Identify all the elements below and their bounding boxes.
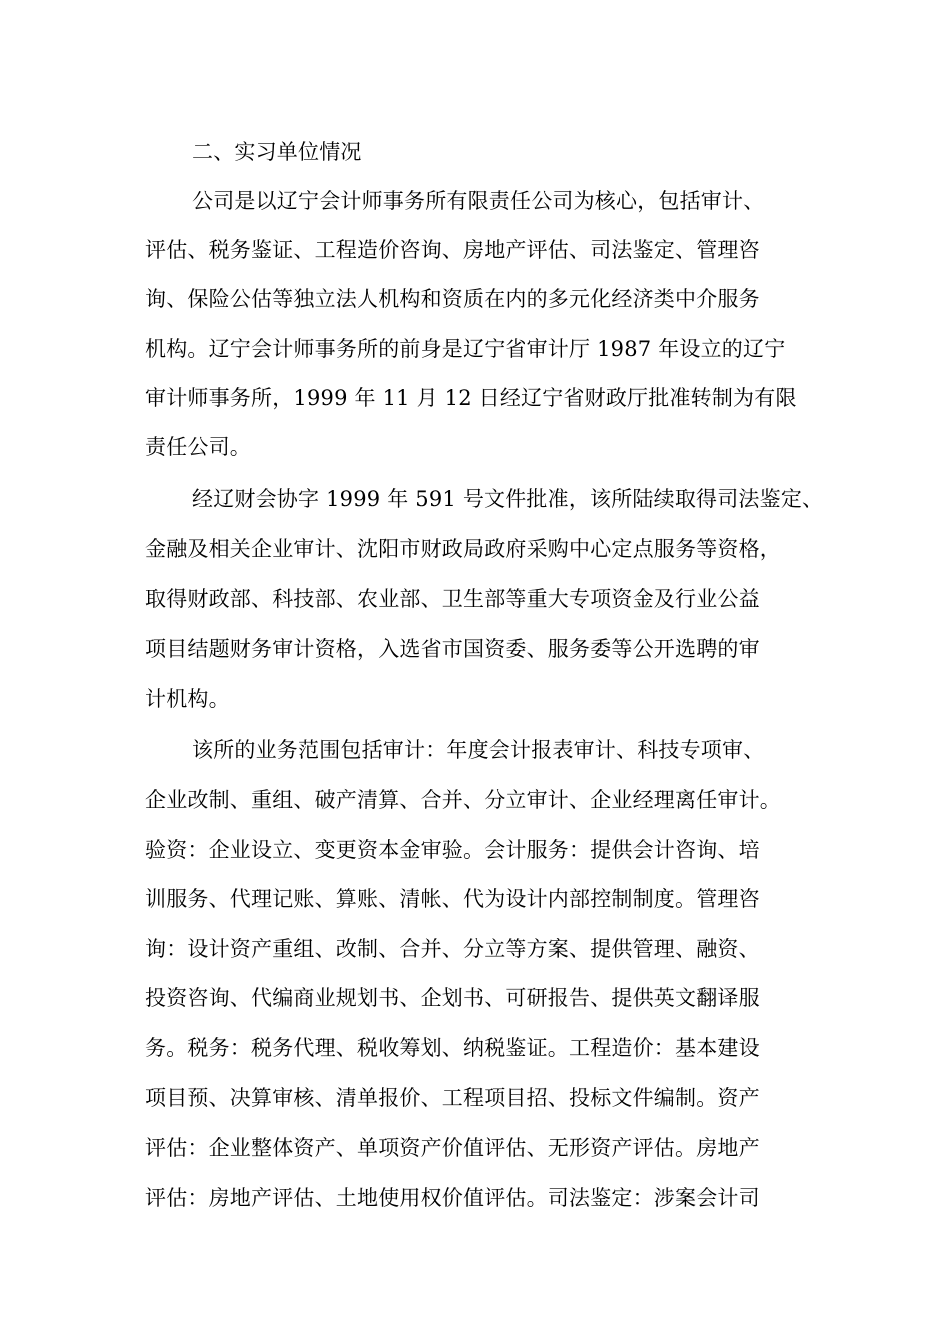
paragraph-line: 金融及相关企业审计、沈阳市财政局政府采购中心定点服务等资格，: [145, 537, 781, 561]
paragraph-line: 企业改制、重组、破产清算、合并、分立审计、企业经理离任审计。: [145, 788, 781, 812]
paragraph-line: 项目结题财务审计资格，入选省市国资委、服务委等公开选聘的审: [145, 637, 760, 661]
paragraph-line: 训服务、代理记账、算账、清帐、代为设计内部控制制度。管理咨: [145, 887, 760, 911]
paragraph-line: 验资：企业设立、变更资本金审验。会计服务：提供会计咨询、培: [145, 838, 760, 862]
paragraph-line: 审计师事务所，1999 年 11 月 12 日经辽宁省财政厅批准转制为有限: [145, 386, 797, 410]
paragraph-line: 务。税务：税务代理、税收筹划、纳税鉴证。工程造价：基本建设: [145, 1036, 760, 1060]
section-heading: 二、实习单位情况: [192, 140, 362, 164]
paragraph-line: 计机构。: [145, 687, 230, 711]
paragraph-line: 评估：企业整体资产、单项资产价值评估、无形资产评估。房地产: [145, 1136, 760, 1160]
paragraph-line: 投资咨询、代编商业规划书、企划书、可研报告、提供英文翻译服: [145, 986, 760, 1010]
paragraph-line: 经辽财会协字 1999 年 591 号文件批准，该所陆续取得司法鉴定、: [192, 487, 824, 511]
paragraph-line: 项目预、决算审核、清单报价、工程项目招、投标文件编制。资产: [145, 1086, 760, 1110]
paragraph-line: 评估：房地产评估、土地使用权价值评估。司法鉴定：涉案会计司: [145, 1186, 760, 1210]
paragraph-line: 询：设计资产重组、改制、合并、分立等方案、提供管理、融资、: [145, 937, 760, 961]
paragraph-line: 机构。辽宁会计师事务所的前身是辽宁省审计厅 1987 年设立的辽宁: [145, 337, 786, 361]
paragraph-line: 责任公司。: [145, 435, 251, 459]
paragraph-line: 取得财政部、科技部、农业部、卫生部等重大专项资金及行业公益: [145, 587, 760, 611]
paragraph-line: 询、保险公估等独立法人机构和资质在内的多元化经济类中介服务: [145, 287, 760, 311]
paragraph-line: 该所的业务范围包括审计：年度会计报表审计、科技专项审、: [192, 738, 765, 762]
paragraph-line: 公司是以辽宁会计师事务所有限责任公司为核心，包括审计、: [192, 189, 765, 213]
paragraph-line: 评估、税务鉴证、工程造价咨询、房地产评估、司法鉴定、管理咨: [145, 238, 760, 262]
